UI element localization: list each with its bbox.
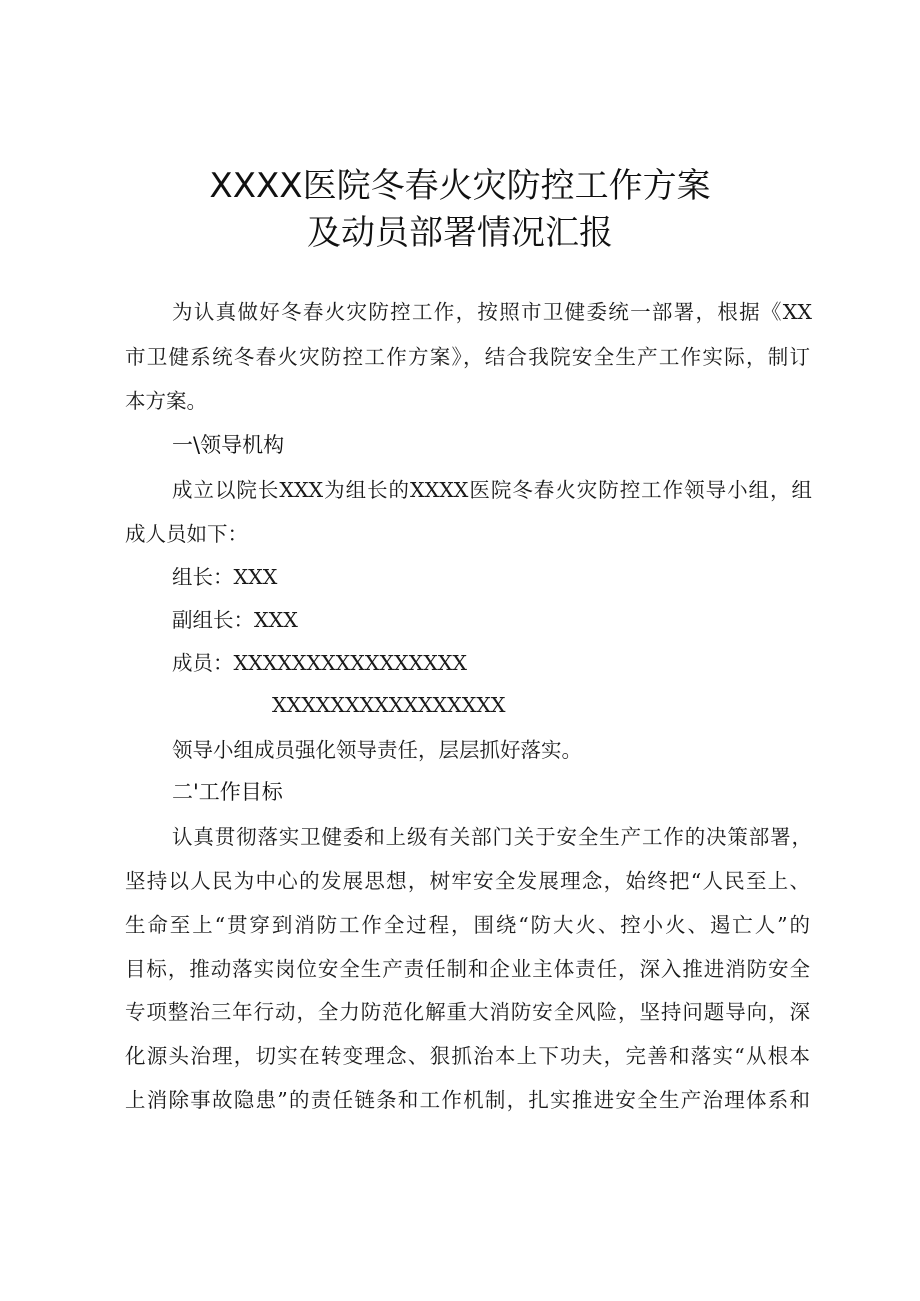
section2-line-2: 坚持以人民为中心的发展思想，树牢安全发展理念，始终把“人民至上、 [125, 869, 810, 893]
section2-heading: 二'工作目标 [172, 780, 283, 804]
section2-line-7: 上消除事故隐患”的责任链条和工作机制，扎实推进安全生产治理体系和 [125, 1088, 810, 1112]
deputy-line: 副组长：XXX [172, 608, 298, 632]
members-line-2: XXXXXXXXXXXXXXXX [272, 693, 506, 717]
intro-line-2: 市卫健系统冬春火灾防控工作方案》，结合我院安全生产工作实际，制订 [125, 345, 810, 369]
section1-line-1: 成立以院长XXX为组长的XXXX医院冬春火灾防控工作领导小组，组 [172, 478, 812, 502]
section2-line-4: 目标，推动落实岗位安全生产责任制和企业主体责任，深入推进消防安全 [125, 957, 810, 981]
intro-line-3: 本方案。 [125, 389, 207, 413]
section2-line-1: 认真贯彻落实卫健委和上级有关部门关于安全生产工作的决策部署， [172, 825, 812, 849]
section2-line-3: 生命至上“贯穿到消防工作全过程，围绕“防大火、控小火、遏亡人”的 [125, 913, 810, 937]
document-title-line1: XXXX医院冬春火灾防控工作方案 [209, 166, 711, 206]
section1-heading: 一\领导机构 [172, 433, 285, 457]
leader-line: 组长：XXX [172, 565, 278, 589]
document-title-line2: 及动员部署情况汇报 [307, 213, 613, 253]
section1-closing: 领导小组成员强化领导责任，层层抓好落实。 [172, 738, 582, 762]
members-line-1: 成员：XXXXXXXXXXXXXXXX [172, 651, 468, 675]
section2-line-5: 专项整治三年行动，全力防范化解重大消防安全风险，坚持问题导向，深 [125, 1000, 810, 1024]
section2-line-6: 化源头治理，切实在转变理念、狠抓治本上下功夫，完善和落实“从根本 [125, 1044, 810, 1068]
intro-line-1: 为认真做好冬春火灾防控工作，按照市卫健委统一部署，根据《XX [172, 300, 812, 324]
section1-line-2: 成人员如下： [125, 522, 248, 546]
